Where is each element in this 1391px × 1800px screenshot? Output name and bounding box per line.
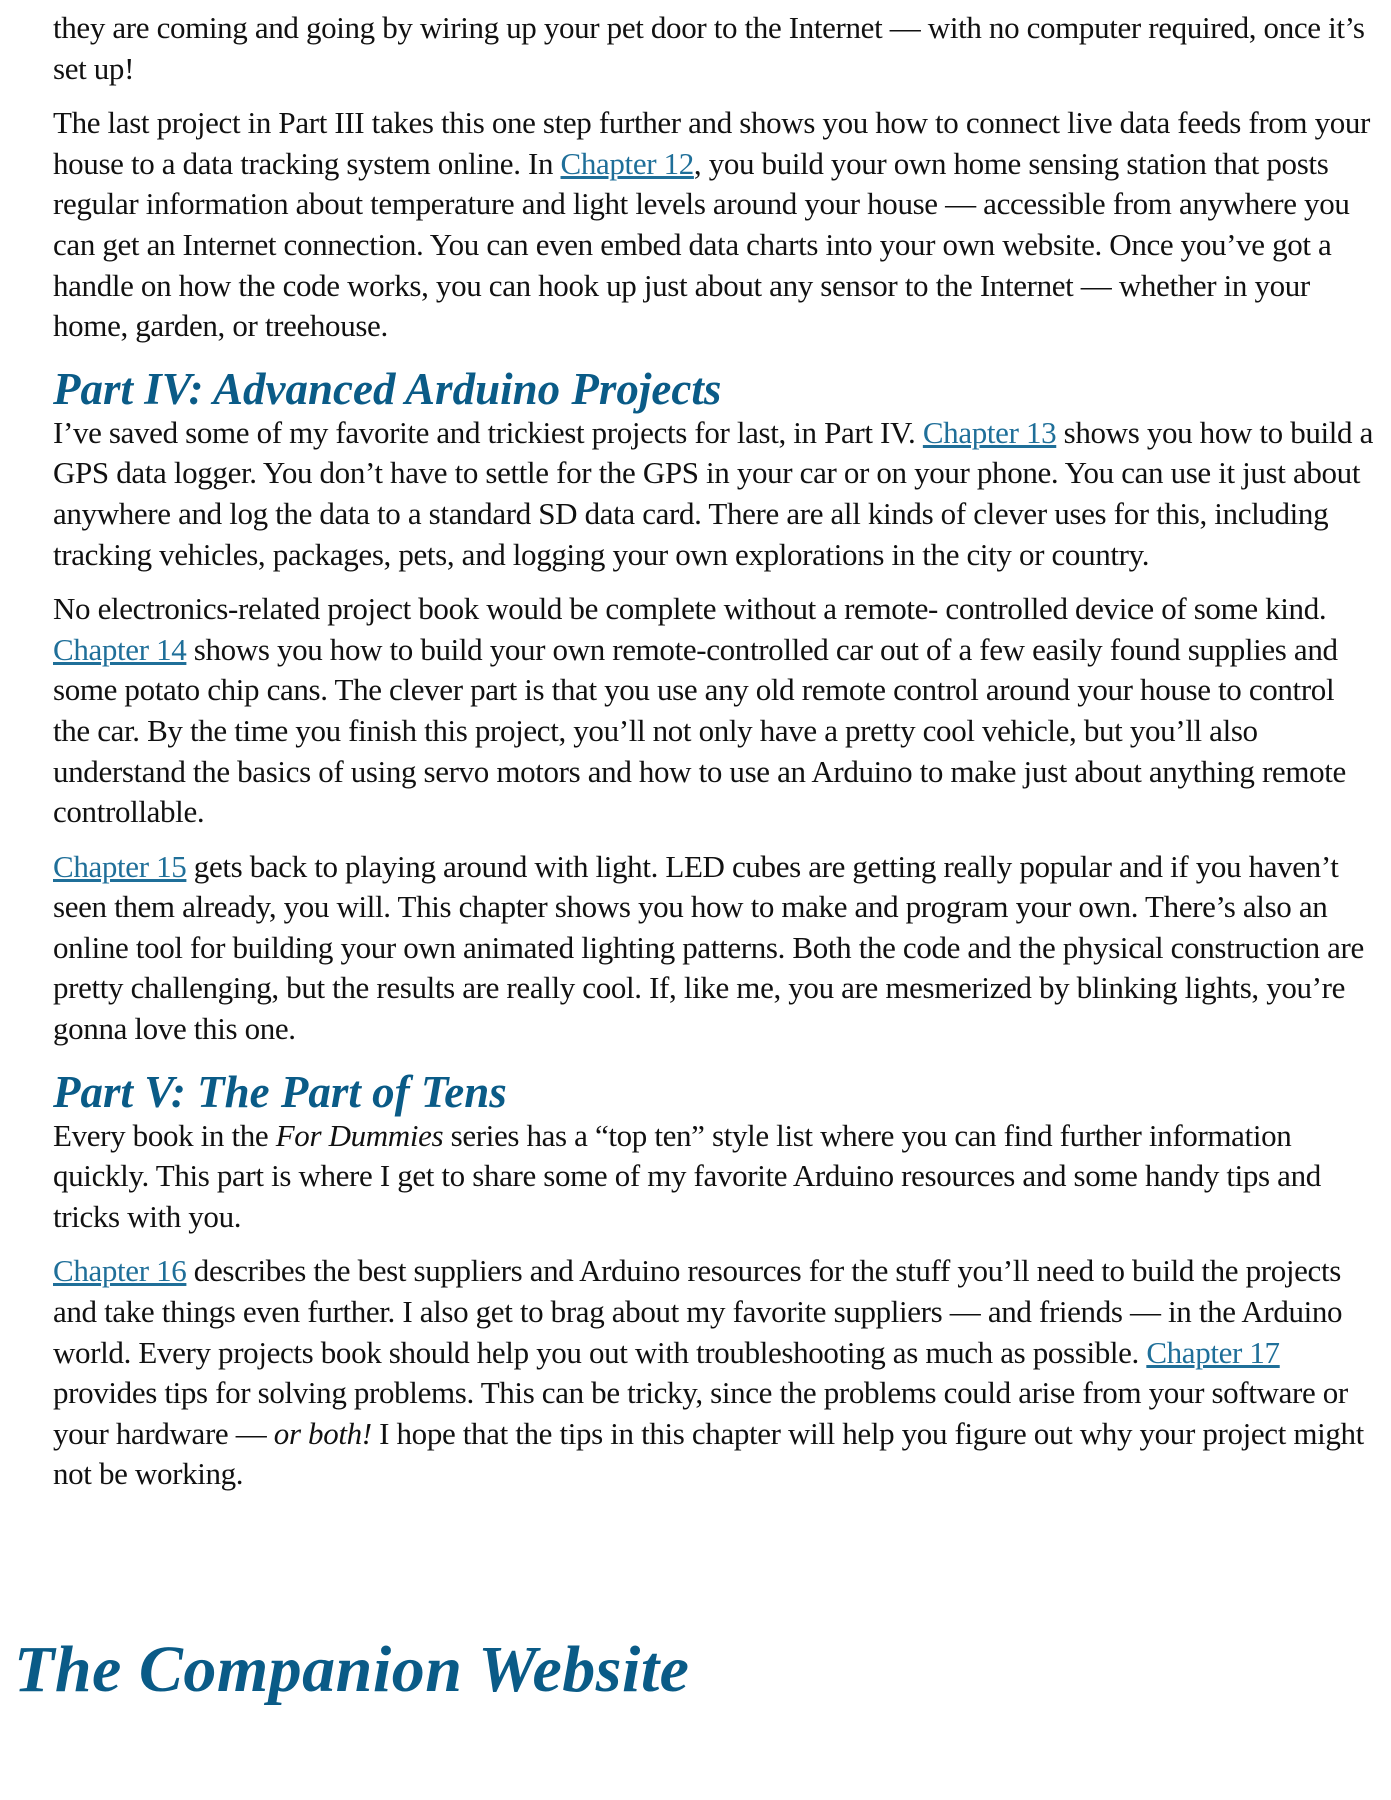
part-4-paragraph-3 [53,847,1378,1050]
intro-para1-text: they are coming and going by wiring up your pet door to the Internet — with no computer required, once it’s set up! [53,10,1365,86]
chapter-12-link[interactable]: Chapter 12 [560,145,694,181]
intro-paragraph-1 [53,8,1378,89]
intro-para2-text-a: The last project in Part III takes this one step further and shows you how to connect live data feeds from your house to a data tracking system online. In [53,105,1371,181]
part4-p3-text-b: gets back to playing around with light. LED cubes are getting really popular and if you haven’t seen them already, you will. This chapter shows you how to make and program your own. There’s also an online tool for building your own animated lighting patterns. Both the code and the physical construction are pretty challenging, but the results are really cool. If, like me, you are mesmerized by blinking lights, you’re gonna love this one. [53,848,1364,1047]
chapter-14-link[interactable]: Chapter 14 [53,631,187,667]
part-4-heading: Part IV: Advanced Arduino Projects [53,363,722,414]
part4-p1-text-b: shows you how to build a GPS data logger. You don’t have to settle for the GPS in your car or on your phone. You can use it just about anywhere and log the data to a standard SD data card. There are all kinds of clever uses for this, including tracking vehicles, packages, pets, and logging your own explorations in the city or country. [53,414,1374,572]
part5-p2-text-c: I hope that the tips in this chapter will help you figure out why your project might not be working. [53,1415,1364,1492]
part4-p1-text-a: I’ve saved some of my favorite and trickiest projects for last, in Part IV. [53,414,923,450]
chapter-15-link[interactable]: Chapter 15 [53,848,187,884]
part-5-paragraph-1 [53,1116,1378,1238]
companion-website-heading: The Companion Website [14,1633,690,1706]
part5-p1-text-b: series has a “top ten” style list where you can find further information quickly. This part is where I get to share some of my favorite Arduino resources and some handy tips and tricks with you. [53,1117,1321,1234]
part4-p2-text-a: No electronics-related project book would be complete without a remote- controlled device of some kind. [53,591,1327,627]
part4-p2-text-b: shows you how to build your own remote-controlled car out of a few easily found supplies and some potato chip cans. The clever part is that you use any old remote control around your house to control the car. By the time you finish this project, you’ll not only have a pretty cool vehicle, but you’ll also understand the basics of using servo motors and how to use an Arduino to make just about anything remote controllable. [53,631,1346,830]
part5-p1-text-a: Every book in the [53,1117,276,1153]
intro-paragraph-2 [53,103,1378,347]
chapter-17-link[interactable]: Chapter 17 [1146,1334,1280,1370]
part-5-heading: Part V: The Part of Tens [53,1066,507,1117]
for-dummies-emphasis: For Dummies [275,1117,444,1153]
or-both-emphasis: or both! [273,1415,372,1451]
part-5-paragraph-2 [53,1251,1378,1495]
chapter-16-link[interactable]: Chapter 16 [53,1253,187,1289]
part5-p2-text-a: describes the best suppliers and Arduino resources for the stuff you’ll need to build the projects and take things even further. I also get to brag about my favorite suppliers — and friends — in the Arduino world. Every projects book should help you out with troubleshooting as much as possible. [53,1253,1343,1370]
intro-para2-text-b: , you build your own home sensing station that posts regular information about temperature and light levels around your house — accessible from anywhere you can get an Internet connection. You can even embed data charts into your own website. Once you’ve got a handle on how the code works, you can hook up just about any sensor to the Internet — whether in your home, garden, or treehouse. [53,145,1350,344]
part-4-paragraph-2 [53,589,1378,833]
part-4-paragraph-1 [53,413,1378,575]
part5-p2-text-b: provides tips for solving problems. This can be tricky, since the problems could arise from your software or your hardware — [53,1375,1348,1451]
document-body [53,8,1378,1509]
chapter-13-link[interactable]: Chapter 13 [922,414,1057,450]
